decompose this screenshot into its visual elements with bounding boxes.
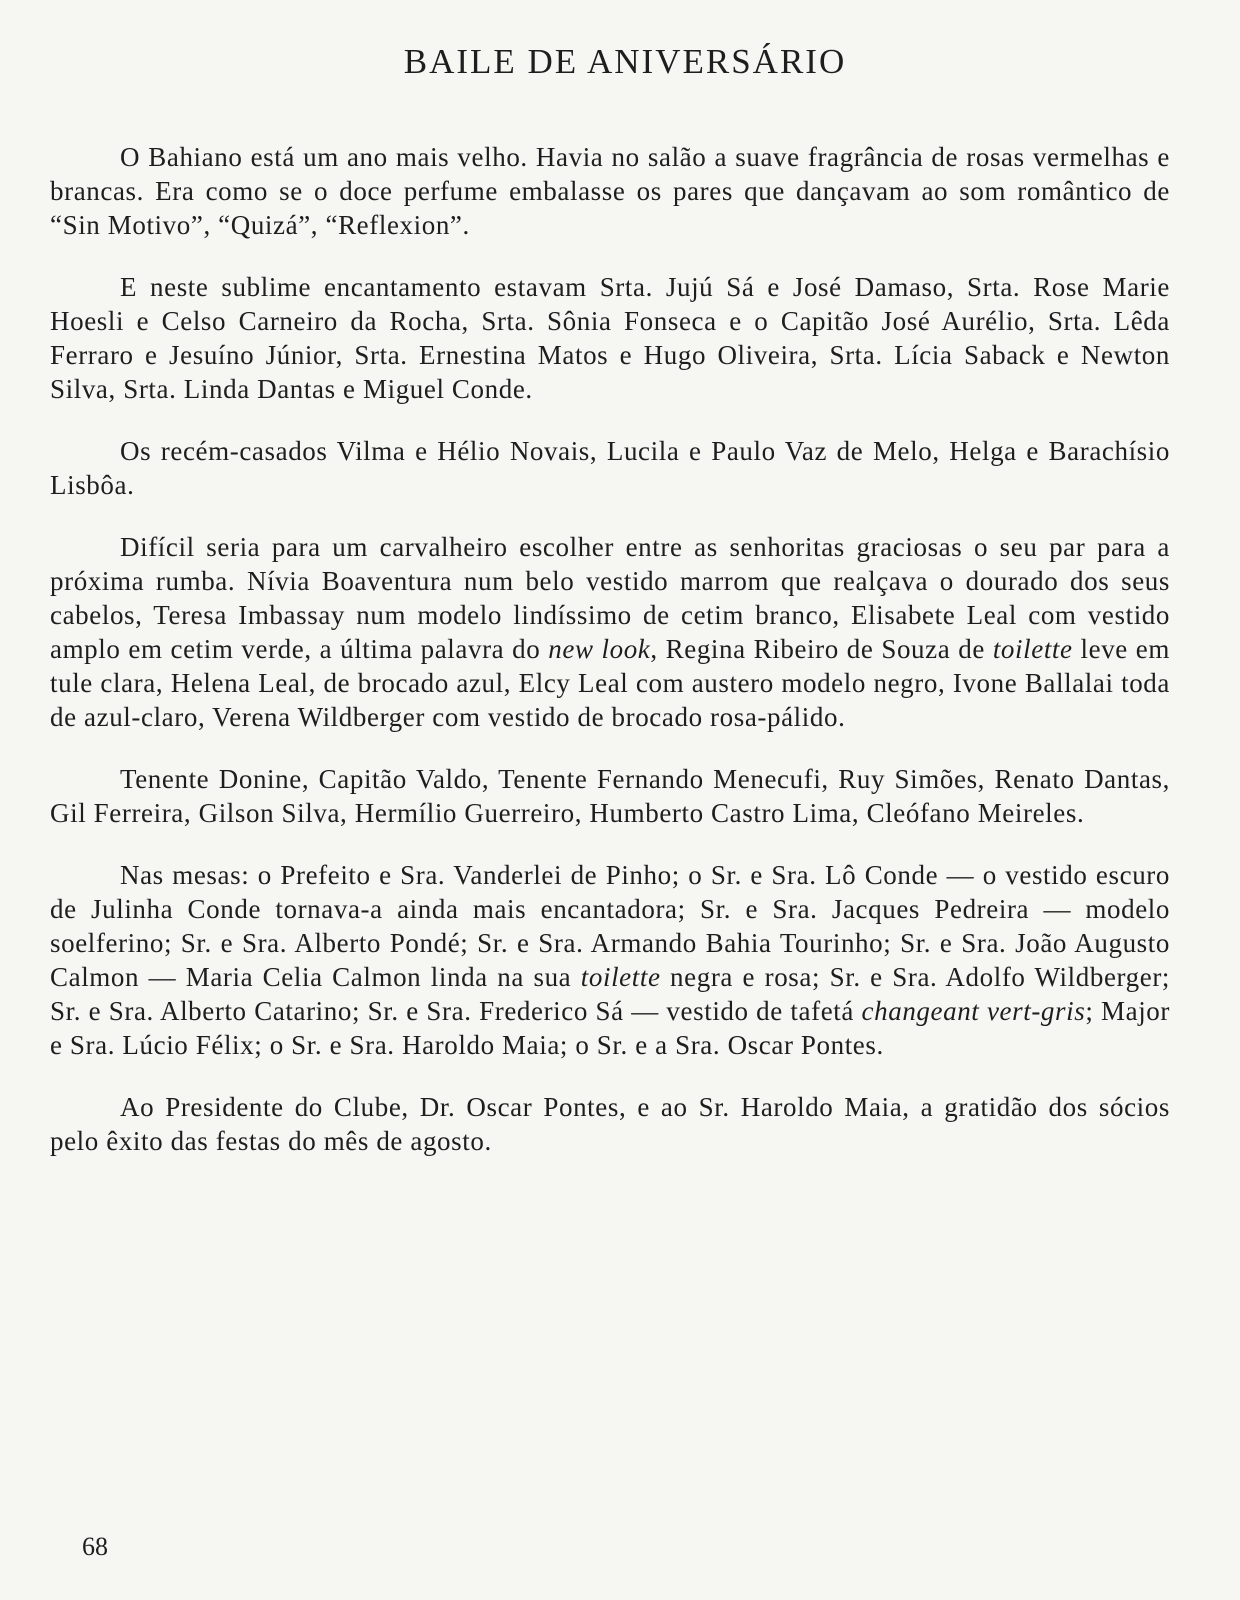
text-span: Nas mesas: o Prefeito e Sra. Vanderlei de Pinho; o Sr. e Sra. Lô Conde — o vestido escuro de Julinha Conde tornava-a ainda mais encantadora; Sr. e Sra. Jacques Pedreira — modelo soelferino; Sr. e Sra. Alberto Pondé; Sr. e Sra. Armando Bahia Tourinho; Sr. e Sra. João Augusto Calmon — Maria Celia Calmon linda na sua	[50, 860, 1170, 992]
paragraph-intro: O Bahiano está um ano mais velho. Havia no salão a suave fragrância de rosas vermelhas e brancas. Era como se o doce perfume embalasse os pares que dançavam ao som romântico de “Sin Motivo”, “Quizá”, “Reflexion”.	[50, 142, 1170, 240]
paragraph-tables	[50, 858, 1170, 1062]
page-number: 68	[82, 1532, 108, 1561]
paragraph-newlyweds: Os recém-casados Vilma e Hélio Novais, Lucila e Paulo Vaz de Melo, Helga e Barachísio Lisbôa.	[50, 436, 1170, 500]
paragraph-gentlemen: Tenente Donine, Capitão Valdo, Tenente Fernando Menecufi, Ruy Simões, Renato Dantas, Gil Ferreira, Gilson Silva, Hermílio Guerreiro, Humberto Castro Lima, Cleófano Meireles.	[50, 764, 1170, 828]
text-span: , Regina Ribeiro de Souza de	[650, 634, 993, 664]
text-span: ; Major e Sra. Lúcio Félix; o Sr. e Sra. Haroldo Maia; o Sr. e a Sra. Oscar Pontes.	[50, 996, 1170, 1060]
italic-span: toilette	[992, 634, 1073, 664]
text-span: leve em tule clara, Helena Leal, de brocado azul, Elcy Leal com austero modelo negro, Ivone Ballalai toda de azul-claro, Verena Wildberger com vestido de brocado rosa-pálido.	[50, 634, 1170, 732]
text-span: Difícil seria para um carvalheiro escolher entre as senhoritas graciosas o seu par para a próxima rumba. Nívia Boaventura num belo vestido marrom que realçava o dourado dos seus cabelos, Teresa Imbassay num modelo lindíssimo de cetim branco, Elisabete Leal com vestido amplo em cetim verde, a última palavra do	[50, 532, 1170, 664]
paragraph-ladies	[50, 530, 1170, 734]
italic-span: new look	[548, 634, 651, 664]
article-body	[50, 140, 1170, 1158]
text-span: negra e rosa; Sr. e Sra. Adolfo Wildberger; Sr. e Sra. Alberto Catarino; Sr. e Sra. Frederico Sá — vestido de tafetá	[50, 962, 1171, 1026]
page-title: BAILE DE ANIVERSÁRIO	[403, 42, 847, 81]
paragraph-couples: E neste sublime encantamento estavam Srta. Jujú Sá e José Damaso, Srta. Rose Marie Hoesli e Celso Carneiro da Rocha, Srta. Sônia Fonseca e o Capitão José Aurélio, Srta. Lêda Ferraro e Jesuíno Júnior, Srta. Ernestina Matos e Hugo Oliveira, Srta. Lícia Saback e Newton Silva, Srta. Linda Dantas e Miguel Conde.	[50, 272, 1170, 404]
italic-span: toilette	[580, 962, 661, 992]
paragraph-thanks: Ao Presidente do Clube, Dr. Oscar Pontes, e ao Sr. Haroldo Maia, a gratidão dos sócios pelo êxito das festas do mês de agosto.	[50, 1092, 1170, 1156]
italic-span: changeant vert-gris	[861, 996, 1086, 1026]
